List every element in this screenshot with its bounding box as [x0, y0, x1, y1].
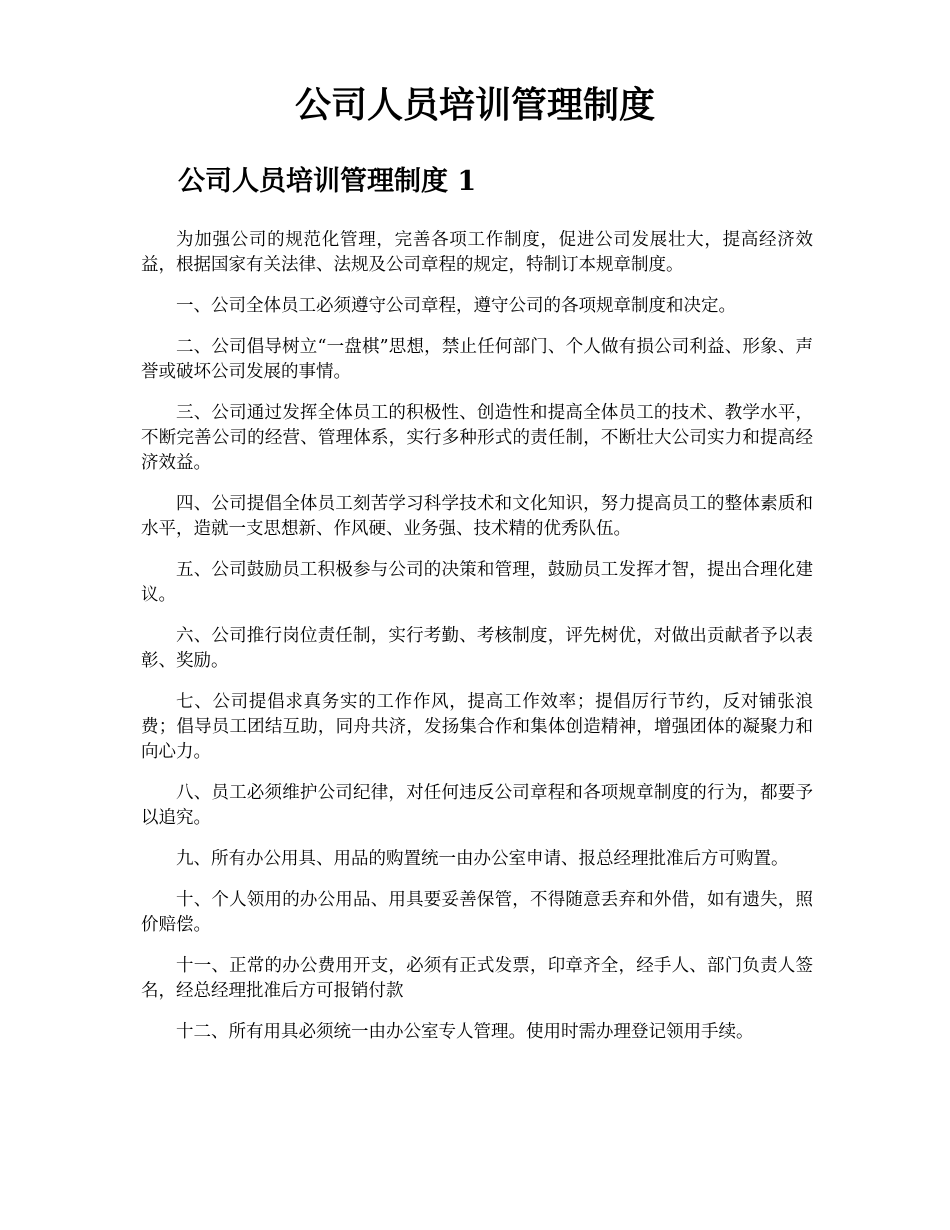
paragraph-intro: 为加强公司的规范化管理，完善各项工作制度，促进公司发展壮大，提高经济效益，根据国家有关法律、法规及公司章程的规定，特制订本规章制度。: [141, 230, 813, 275]
document-body: [141, 228, 813, 1061]
paragraph-article-5: 五、公司鼓励员工积极参与公司的决策和管理，鼓励员工发挥才智，提出合理化建议。: [141, 560, 813, 605]
paragraph-article-9: 九、所有办公用具、用品的购置统一由办公室申请、报总经理批准后方可购置。: [176, 849, 789, 869]
paragraph-article-12: 十二、所有用具必须统一由办公室专人管理。使用时需办理登记领用手续。: [176, 1022, 754, 1042]
paragraph-article-3: 三、公司通过发挥全体员工的积极性、创造性和提高全体员工的技术、教学水平，不断完善公司的经营、管理体系，实行多种形式的责任制，不断壮大公司实力和提高经济效益。: [141, 403, 813, 473]
section-heading: 公司人员培训管理制度 1: [178, 166, 477, 197]
paragraph-article-7: 七、公司提倡求真务实的工作作风，提高工作效率；提倡厉行节约，反对铺张浪费；倡导员工团结互助，同舟共济，发扬集合作和集体创造精神，增强团体的凝聚力和向心力。: [141, 692, 813, 762]
paragraph-article-8: 八、员工必须维护公司纪律，对任何违反公司章程和各项规章制度的行为，都要予以追究。: [141, 783, 813, 828]
paragraph-article-2: 二、公司倡导树立“一盘棋”思想，禁止任何部门、个人做有损公司利益、形象、声誉或破坏公司发展的事情。: [141, 337, 813, 382]
paragraph-article-4: 四、公司提倡全体员工刻苦学习科学技术和文化知识，努力提高员工的整体素质和水平，造就一支思想新、作风硬、业务强、技术精的优秀队伍。: [141, 494, 813, 539]
paragraph-article-11: 十一、正常的办公费用开支，必须有正式发票，印章齐全，经手人、部门负责人签名，经总经理批准后方可报销付款: [141, 956, 813, 1001]
paragraph-article-6: 六、公司推行岗位责任制，实行考勤、考核制度，评先树优，对做出贡献者予以表彰、奖励。: [141, 626, 813, 671]
paragraph-article-10: 十、个人领用的办公用品、用具要妥善保管，不得随意丢弃和外借，如有遗失，照价赔偿。: [141, 890, 813, 935]
document-title: 公司人员培训管理制度: [294, 84, 655, 126]
paragraph-article-1: 一、公司全体员工必须遵守公司章程，遵守公司的各项规章制度和决定。: [176, 296, 736, 316]
